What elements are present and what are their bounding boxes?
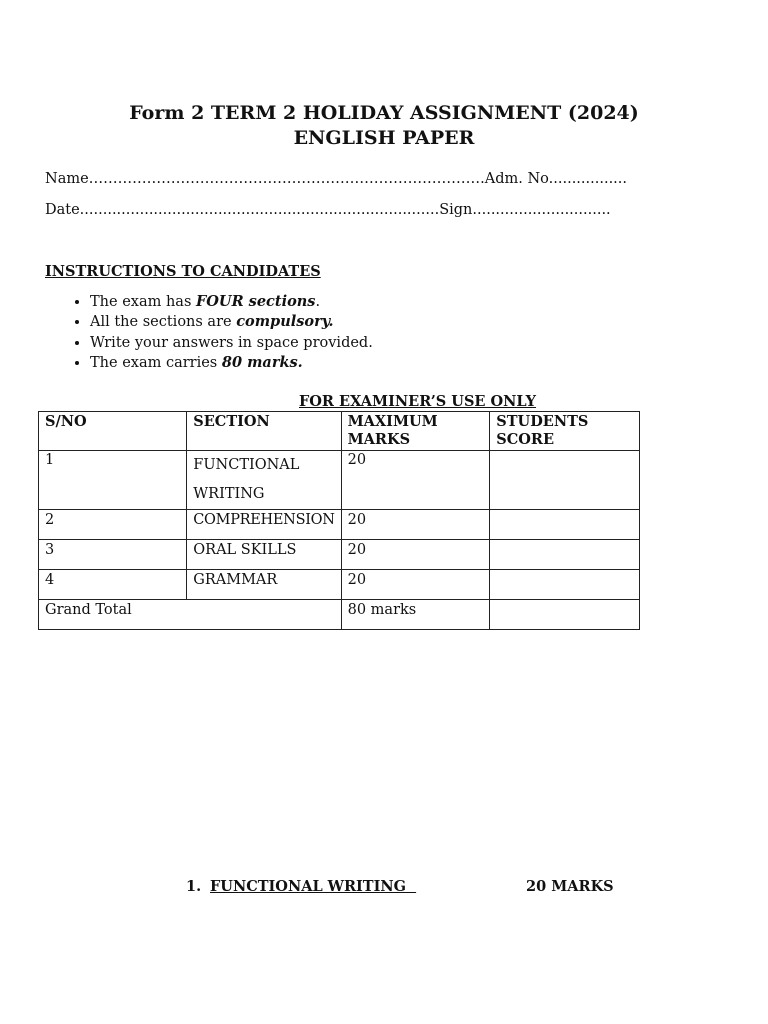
section-number: 1. — [186, 878, 202, 895]
examiner-marks-table — [38, 411, 640, 630]
table-row — [39, 570, 640, 600]
name-adm-field: Name……………………………………………………………………….Adm. No................. — [45, 171, 628, 187]
instruction-item: • The exam has FOUR sections. — [90, 292, 373, 312]
row-max: 20 — [341, 451, 490, 510]
section-marks: 20 MARKS — [526, 878, 614, 895]
grand-total-row — [39, 600, 640, 630]
row-section: GRAMMAR — [187, 570, 341, 600]
instructions-list — [62, 292, 373, 373]
row-sno: 1 — [39, 451, 187, 510]
row-score — [490, 540, 640, 570]
header-maximum-marks: MAXIMUM MARKS — [341, 412, 490, 451]
instruction-item: • The exam carries 80 marks. — [90, 353, 373, 373]
instruction-item: • Write your answers in space provided. — [90, 333, 373, 353]
header-students-score: STUDENTS SCORE — [490, 412, 640, 451]
table-header-row — [39, 412, 640, 451]
table-row — [39, 540, 640, 570]
row-sno: 3 — [39, 540, 187, 570]
instructions-heading: INSTRUCTIONS TO CANDIDATES — [45, 263, 321, 280]
row-section: COMPREHENSION — [187, 510, 341, 540]
row-score — [490, 570, 640, 600]
table-row — [39, 451, 640, 510]
row-sno: 2 — [39, 510, 187, 540]
date-sign-field: Date..............................................................................Sign.............................. — [45, 202, 611, 218]
row-score — [490, 510, 640, 540]
table-row — [39, 510, 640, 540]
row-max: 20 — [341, 570, 490, 600]
document-title: Form 2 TERM 2 HOLIDAY ASSIGNMENT (2024) — [129, 102, 639, 124]
row-score — [490, 451, 640, 510]
row-section: FUNCTIONAL WRITING — [187, 451, 341, 510]
row-max: 20 — [341, 510, 490, 540]
document-subtitle: ENGLISH PAPER — [293, 127, 475, 149]
examiner-use-caption: FOR EXAMINER’S USE ONLY — [299, 393, 537, 410]
row-sno: 4 — [39, 570, 187, 600]
header-sno: S/NO — [39, 412, 187, 451]
header-section: SECTION — [187, 412, 341, 451]
section-title: FUNCTIONAL WRITING — [210, 878, 407, 895]
instruction-item: • All the sections are compulsory. — [90, 312, 373, 332]
grand-total-label: Grand Total — [39, 600, 342, 630]
grand-total-marks: 80 marks — [341, 600, 490, 630]
grand-total-score — [490, 600, 640, 630]
row-section: ORAL SKILLS — [187, 540, 341, 570]
row-max: 20 — [341, 540, 490, 570]
